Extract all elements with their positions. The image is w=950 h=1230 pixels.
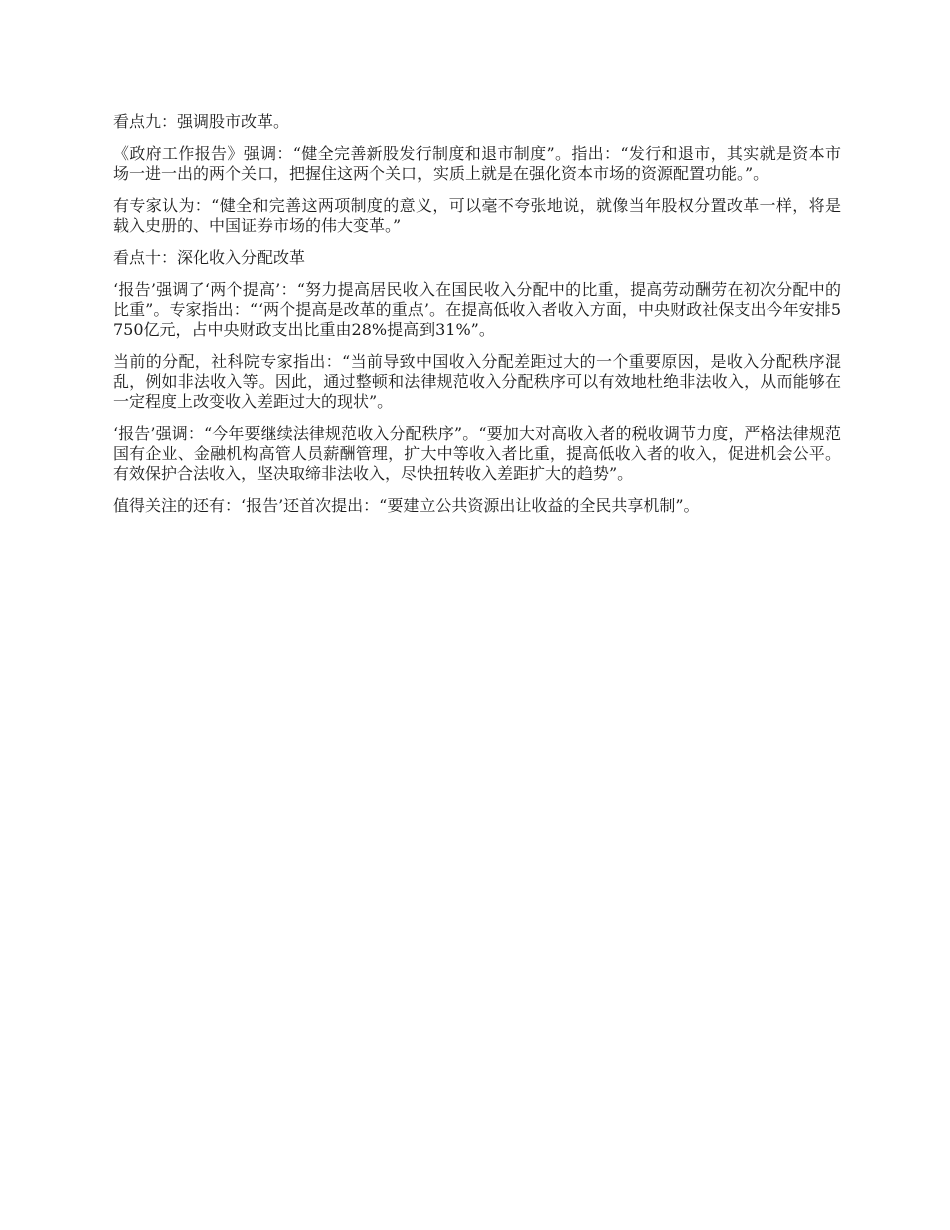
paragraph: ‘报告’强调：“今年要继续法律规范收入分配秩序”。“要加大对高收入者的税收调节力度，严格法律规范国有企业、金融机构高管人员薪酬管理，扩大中等收入者比重，提高低收入者的收入，促进机会公平。有效保护合法收入，坚决取缔非法收入，尽快扭转收入差距扩大的趋势”。 — [113, 424, 841, 483]
paragraph: 《政府工作报告》强调：“健全完善新股发行制度和退市制度”。指出：“发行和退市，其实就是资本市场一进一出的两个关口，把握住这两个关口，实质上就是在强化资本市场的资源配置功能。”。 — [113, 144, 841, 183]
document-body — [113, 112, 841, 528]
section-heading-9: 看点九：强调股市改革。 — [113, 112, 290, 131]
paragraph: ‘报告’强调了‘两个提高’：“努力提高居民收入在国民收入分配中的比重，提高劳动酬劳在初次分配中的比重”。专家指出：“‘两个提高是改革的重点’。在提高低收入者收入方面，中央财政社保支出今年安排5750亿元，占中央财政支出比重由28%提高到31%”。 — [113, 280, 841, 339]
paragraph: 当前的分配，社科院专家指出：“当前导致中国收入分配差距过大的一个重要原因，是收入分配秩序混乱，例如非法收入等。因此，通过整顿和法律规范收入分配秩序可以有效地杜绝非法收入，从而能够在一定程度上改变收入差距过大的现状”。 — [113, 352, 841, 411]
paragraph: 值得关注的还有：‘报告’还首次提出：“要建立公共资源出让收益的全民共享机制”。 — [113, 496, 700, 515]
paragraph: 有专家认为：“健全和完善这两项制度的意义，可以毫不夸张地说，就像当年股权分置改革一样，将是载入史册的、中国证券市场的伟大变革。” — [113, 196, 841, 235]
section-heading-10: 看点十：深化收入分配改革 — [113, 248, 306, 267]
